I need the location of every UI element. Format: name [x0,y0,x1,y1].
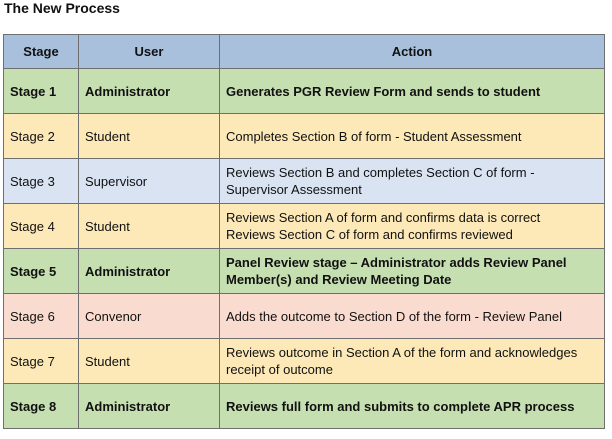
action-cell [220,69,605,114]
action-cell [220,249,605,294]
stage-cell: Stage 1 [4,69,79,114]
table-row [4,114,605,159]
action-line: Adds the outcome to Section D of the form - Review Panel [226,308,563,324]
action-cell [220,114,605,159]
action-line: Member(s) and Review Meeting Date [226,272,452,287]
action-line: Reviews Section A of form and confirms data is correct [226,210,541,225]
stage-cell: Stage 8 [4,384,79,429]
user-cell: Administrator [79,384,220,429]
action-cell [220,339,605,384]
stage-cell: Stage 2 [4,114,79,159]
action-cell [220,204,605,249]
table-row [4,69,605,114]
action-cell [220,159,605,204]
table-row [4,294,605,339]
action-line: Reviews outcome in Section A of the form and acknowledges [226,345,578,360]
user-cell: Student [79,339,220,384]
stage-cell: Stage 4 [4,204,79,249]
table-row [4,384,605,429]
process-table [3,34,605,429]
user-cell: Administrator [79,249,220,294]
action-cell [220,384,605,429]
user-cell: Supervisor [79,159,220,204]
user-cell: Convenor [79,294,220,339]
table-header-row [4,35,605,69]
action-line: Reviews Section B and completes Section C of form - [226,165,535,180]
table-row [4,339,605,384]
action-line: Supervisor Assessment [226,182,362,197]
action-line: Completes Section B of form - Student Assessment [226,128,522,144]
user-cell: Student [79,114,220,159]
header-stage: Stage [4,35,79,69]
action-cell [220,294,605,339]
user-cell: Student [79,204,220,249]
action-line: Reviews Section C of form and confirms reviewed [226,227,513,242]
header-user: User [79,35,220,69]
stage-cell: Stage 6 [4,294,79,339]
header-action: Action [220,35,605,69]
action-line: Panel Review stage – Administrator adds Review Panel [226,255,567,270]
page-title: The New Process [4,0,120,16]
action-line: receipt of outcome [226,362,333,377]
user-cell: Administrator [79,69,220,114]
action-line: Generates PGR Review Form and sends to student [226,83,541,99]
action-line: Reviews full form and submits to complete APR process [226,398,575,414]
stage-cell: Stage 7 [4,339,79,384]
table-row [4,204,605,249]
stage-cell: Stage 5 [4,249,79,294]
stage-cell: Stage 3 [4,159,79,204]
table-row [4,249,605,294]
table-row [4,159,605,204]
